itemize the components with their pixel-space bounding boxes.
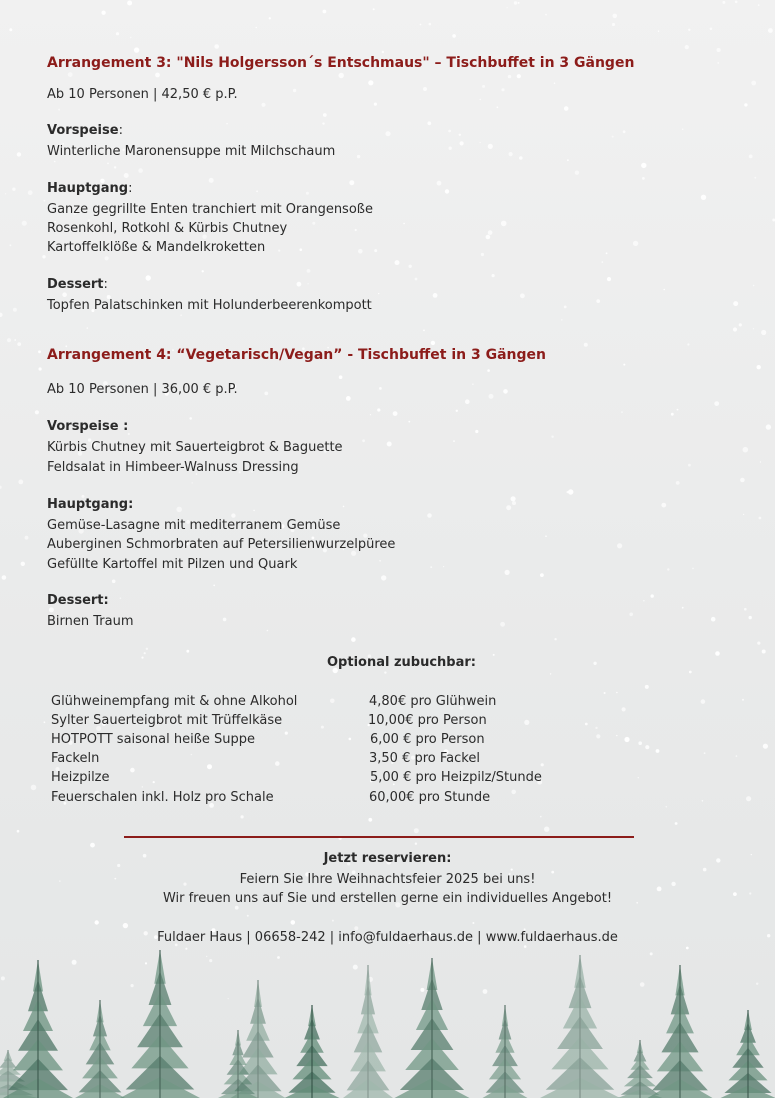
optional-item-price: 3,50 € pro Fackel [369,751,480,766]
optional-item-name: Feuerschalen inkl. Holz pro Schale [51,790,274,805]
optional-item-name: Heizpilze [51,770,110,785]
arrangement-3-main-item: Kartoffelklöße & Mandelkroketten [47,240,266,255]
arrangement-4-dessert-label: Dessert: [47,593,109,608]
arrangement-4-main-label: Hauptgang: [47,497,134,512]
arrangement-4-main-item: Gemüse-Lasagne mit mediterranem Gemüse [47,518,341,533]
optional-item-price: 60,00€ pro Stunde [369,790,491,805]
arrangement-3-starter-item: Winterliche Maronensuppe mit Milchschaum [47,144,336,159]
optional-item-price: 5,00 € pro Heizpilz/Stunde [370,770,542,785]
optional-item-name: Fackeln [51,751,100,766]
arrangement-4-title: Arrangement 4: “Vegetarisch/Vegan” - Tischbuffet in 3 Gängen [47,347,546,363]
arrangement-3-main-label: Hauptgang: [47,181,133,196]
arrangement-3-starter-label: Vorspeise: [47,123,123,138]
optional-item-price: 6,00 € pro Person [370,732,485,747]
optional-item-name: Glühweinempfang mit & ohne Alkohol [51,694,298,709]
reserve-title: Jetzt reservieren: [323,851,452,866]
arrangement-4-starter-label: Vorspeise : [47,419,129,434]
arrangement-4-starter-item: Feldsalat in Himbeer-Walnuss Dressing [47,460,299,475]
arrangement-4-dessert-item: Birnen Traum [47,614,134,629]
divider [124,836,634,838]
arrangement-3-main-item: Ganze gegrillte Enten tranchiert mit Orangensoße [47,202,373,217]
arrangement-3-dessert-label: Dessert: [47,277,108,292]
arrangement-3-title: Arrangement 3: "Nils Holgersson´s Entschmaus" – Tischbuffet in 3 Gängen [47,55,635,71]
optional-title: Optional zubuchbar: [327,655,476,670]
reserve-line-1: Feiern Sie Ihre Weihnachtsfeier 2025 bei uns! [239,872,536,887]
arrangement-3-dessert-item: Topfen Palatschinken mit Holunderbeerenkompott [47,298,372,313]
contact-line: Fuldaer Haus | 06658-242 | info@fuldaerhaus.de | www.fuldaerhaus.de [157,930,618,945]
arrangement-4-main-item: Gefüllte Kartoffel mit Pilzen und Quark [47,557,298,572]
arrangement-3-main-item: Rosenkohl, Rotkohl & Kürbis Chutney [47,221,288,236]
optional-item-price: 10,00€ pro Person [368,713,487,728]
arrangement-4-starter-item: Kürbis Chutney mit Sauerteigbrot & Baguette [47,440,343,455]
arrangement-4-main-item: Auberginen Schmorbraten auf Petersilienwurzelpüree [47,537,396,552]
optional-item-name: HOTPOTT saisonal heiße Suppe [51,732,255,747]
arrangement-3-price: Ab 10 Personen | 42,50 € p.P. [47,87,238,102]
arrangement-4-price: Ab 10 Personen | 36,00 € p.P. [47,382,238,397]
optional-item-name: Sylter Sauerteigbrot mit Trüffelkäse [51,713,283,728]
optional-item-price: 4,80€ pro Glühwein [369,694,497,709]
reserve-line-2: Wir freuen uns auf Sie und erstellen gerne ein individuelles Angebot! [162,891,613,906]
